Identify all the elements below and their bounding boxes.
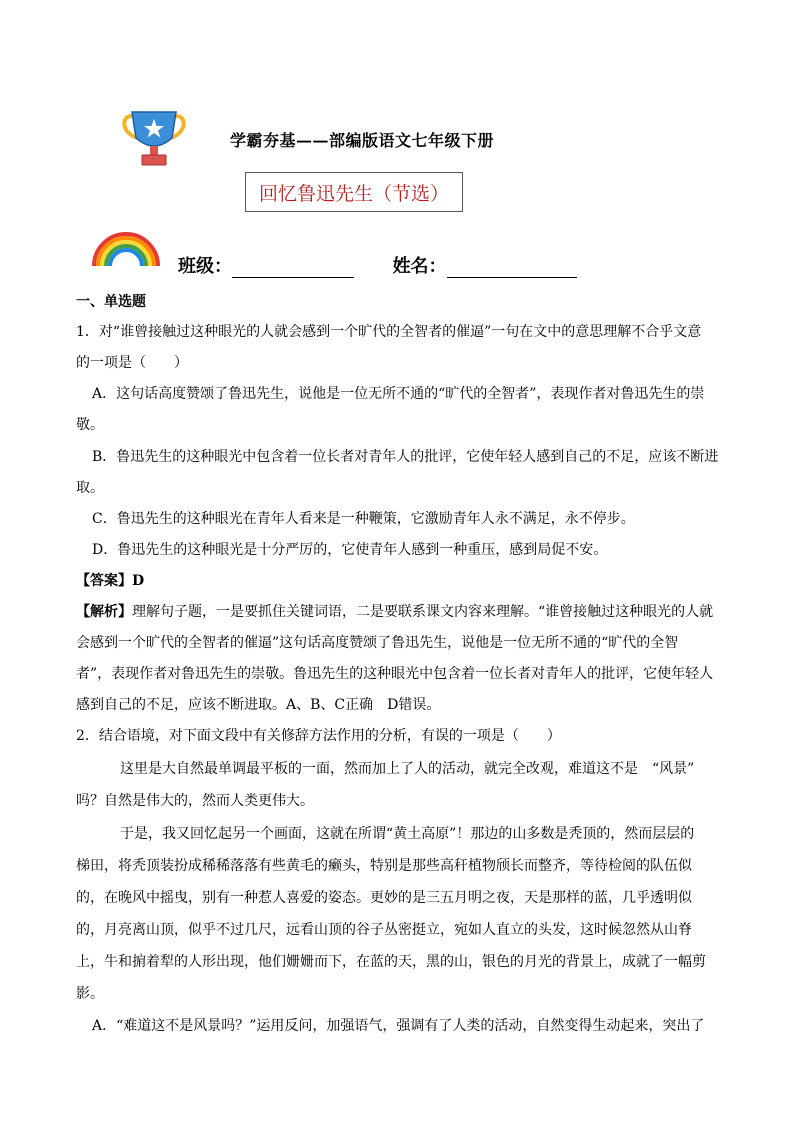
student-info-row — [178, 252, 577, 278]
q1-answer: 【答案】D — [76, 573, 145, 589]
q1-analysis-cont: 感到自己的不足，应该不断进取。A、B、C正确 D错误。 — [76, 697, 441, 713]
class-label: 班级： — [178, 256, 232, 277]
name-label: 姓名： — [392, 256, 447, 277]
q1-option-b-cont: 取。 — [76, 480, 104, 496]
q2-passage-p2-cont: 影。 — [76, 986, 104, 1002]
q1-analysis — [76, 602, 713, 622]
q2-passage-p1-cont: 吗？自然是伟大的，然而人类更伟大。 — [76, 793, 314, 809]
analysis-label: 【解析】 — [76, 604, 132, 620]
q1-option-b: B．鲁迅先生的这种眼光中包含着一位长者对青年人的批评，它使年轻人感到自己的不足，应该不断进 — [92, 449, 719, 465]
trophy-icon — [118, 108, 190, 170]
q2-passage-p2-cont: 的，月亮离山顶，似乎不过几尺，远看山顶的谷子丛密挺立，宛如人直立的头发，这时候忽然从山脊 — [76, 922, 692, 938]
q1-analysis-cont: 者”，表现作者对鲁迅先生的崇敬。鲁迅先生的这种眼光中包含着一位长者对青年人的批评，它使年轻人 — [76, 666, 714, 682]
q2-passage-p2-cont: 的，在晚风中摇曳，别有一种惹人喜爱的姿态。更妙的是三五月明之夜，天是那样的蓝，几乎透明似 — [76, 890, 692, 906]
q2-passage-p2-cont: 上，牛和掮着犁的人形出现，他们姗姗而下，在蓝的天，黑的山，银色的月光的背景上，成就了一幅剪 — [76, 954, 706, 970]
document-title: 学霸夯基——部编版语文七年级下册 — [230, 131, 495, 150]
q2-passage-p2-cont: 梯田，将秃顶装扮成稀稀落落有些黄毛的癞头，特别是那些高秆植物颀长而整齐，等待检阅的队伍似 — [76, 858, 692, 874]
q2-passage-p1: 这里是大自然最单调最平板的一面，然而加上了人的活动，就完全改观，难道这不是 “风景” — [120, 761, 695, 777]
q1-option-c: C．鲁迅先生的这种眼光在青年人看来是一种鞭策，它激励青年人永不满足，永不停步。 — [92, 511, 635, 527]
q1-option-a-cont: 敬。 — [76, 417, 104, 433]
rainbow-icon — [90, 228, 162, 268]
q2-stem: 2．结合语境，对下面文段中有关修辞方法作用的分析，有误的一项是（ ） — [76, 728, 561, 744]
q1-option-a: A．这句话高度赞颂了鲁迅先生，说他是一位无所不通的“旷代的全智者”，表现作者对鲁迅先生的崇 — [92, 386, 705, 402]
lesson-subtitle: 回忆鲁迅先生（节选） — [258, 182, 449, 205]
q1-stem: 1．对“谁曾接触过这种眼光的人就会感到一个旷代的全智者的催逼”一句在文中的意思理解不合乎文意 — [76, 324, 702, 340]
class-input-line[interactable] — [232, 259, 354, 278]
q2-passage-p2: 于是，我又回忆起另一个画面，这就在所谓“黄土高原”！那边的山多数是秃顶的，然而层层的 — [120, 826, 695, 842]
analysis-text: 理解句子题，一是要抓住关键词语，二是要联系课文内容来理解。“谁曾接触过这种眼光的人就 — [132, 604, 714, 620]
lesson-subtitle-box — [245, 172, 463, 212]
name-input-line[interactable] — [447, 259, 577, 278]
q1-analysis-cont: 会感到一个旷代的全智者的催逼”这句话高度赞颂了鲁迅先生，说他是一位无所不通的“旷代的全智 — [76, 635, 679, 651]
q1-stem-cont: 的一项是（ ） — [76, 355, 188, 371]
section-heading: 一、单选题 — [76, 294, 146, 310]
q1-option-d: D．鲁迅先生的这种眼光是十分严厉的，它使青年人感到一种重压，感到局促不安。 — [92, 542, 608, 558]
q2-option-a: A．“难道这不是风景吗？”运用反问，加强语气，强调有了人类的活动，自然变得生动起来，突出了 — [92, 1018, 705, 1034]
